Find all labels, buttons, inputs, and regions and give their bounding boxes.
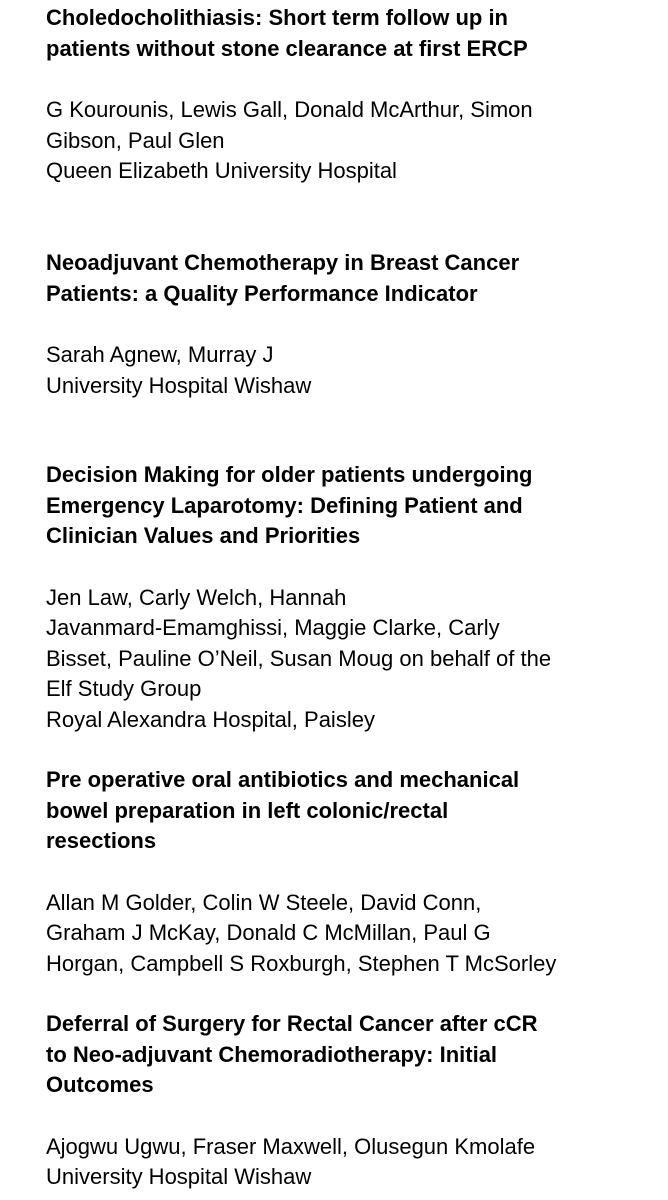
authors-line: G Kourounis, Lewis Gall, Donald McArthur, Simon [46,97,533,122]
abstract-authors [46,95,656,187]
affiliation: University Hospital Wishaw [46,372,312,398]
abstract-entry [46,3,656,187]
authors-line: Jen Law, Carly Welch, Hannah [46,584,347,610]
abstract-entry [46,460,656,735]
title-line: Pre operative oral antibiotics and mechanical [46,767,520,792]
affiliation: Royal Alexandra Hospital, Paisley [46,706,375,732]
title-line: Decision Making for older patients undergoing [46,462,533,487]
authors-line: Bisset, Pauline O’Neil, Susan Moug on behalf of the [46,645,552,671]
affiliation: Queen Elizabeth University Hospital [46,158,397,183]
title-line: Deferral of Surgery for Rectal Cancer after cCR [46,1011,538,1036]
authors-line: Ajogwu Ugwu, Fraser Maxwell, Olusegun Kmolafe [46,1133,536,1159]
abstract-title [46,3,656,64]
abstract-authors [46,1132,656,1193]
abstract-title [46,460,656,552]
authors-line: Horgan, Campbell S Roxburgh, Stephen T McSorley [46,950,557,976]
title-line: Neoadjuvant Chemotherapy in Breast Cancer [46,250,520,275]
title-line: Emergency Laparotomy: Defining Patient and [46,492,523,518]
title-line: patients without stone clearance at first ERCP [46,35,528,61]
abstract-authors [46,888,656,980]
title-line: Clinician Values and Priorities [46,523,361,548]
affiliation: University Hospital Wishaw [46,1164,312,1189]
abstract-entry [46,1009,656,1193]
title-line: bowel preparation in left colonic/rectal [46,797,449,823]
title-line: resections [46,828,157,853]
title-line: Outcomes [46,1072,154,1097]
abstract-authors [46,340,656,401]
authors-line: Elf Study Group [46,676,202,701]
abstract-entry [46,765,656,979]
title-line: to Neo-adjuvant Chemoradiotherapy: Initial [46,1041,498,1067]
authors-line: Graham J McKay, Donald C McMillan, Paul G [46,920,491,945]
authors-line: Gibson, Paul Glen [46,127,225,153]
abstract-authors [46,583,656,736]
authors-line: Allan M Golder, Colin W Steele, David Conn, [46,889,482,915]
abstract-entry [46,248,656,401]
abstract-title [46,1009,656,1101]
abstract-title [46,765,656,857]
authors-line: Javanmard-Emamghissi, Maggie Clarke, Carly [46,615,500,640]
authors-line: Sarah Agnew, Murray J [46,342,274,367]
title-line: Patients: a Quality Performance Indicator [46,280,478,306]
abstract-title [46,248,656,309]
title-line: Choledocholithiasis: Short term follow up in [46,5,508,30]
